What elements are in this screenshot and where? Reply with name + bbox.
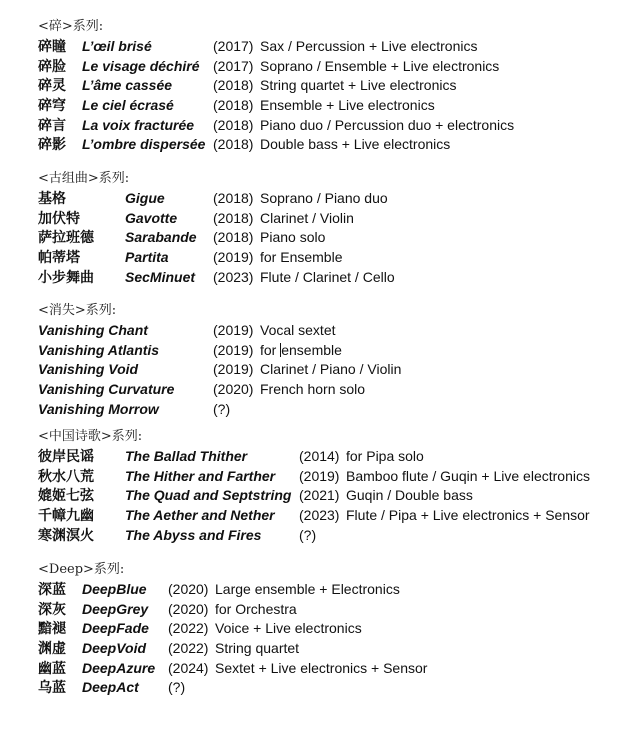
chinese-title: 深蓝 bbox=[38, 581, 66, 597]
work-row bbox=[38, 526, 317, 546]
chinese-title: 碎瞳 bbox=[38, 38, 66, 54]
work-row bbox=[38, 228, 326, 248]
work-row bbox=[38, 135, 451, 155]
work-row bbox=[38, 400, 231, 420]
work-row bbox=[38, 321, 336, 341]
chinese-title: 碎灵 bbox=[38, 77, 66, 94]
work-title: The Quad and Septstring bbox=[125, 487, 292, 504]
work-title: Vanishing Chant bbox=[38, 322, 148, 338]
chinese-title: 渊虚 bbox=[38, 640, 66, 657]
work-title: Sarabande bbox=[125, 229, 197, 246]
series-header: <碎>系列: bbox=[38, 19, 104, 34]
work-instrumentation: Soprano / Piano duo bbox=[260, 190, 388, 206]
work-instrumentation: Piano duo / Percussion duo + electronics bbox=[260, 116, 515, 133]
chinese-title: 彼岸民谣 bbox=[38, 448, 94, 464]
work-title: SecMinuet bbox=[125, 268, 196, 285]
work-year: (2019) bbox=[213, 341, 254, 358]
work-row bbox=[38, 580, 400, 600]
work-year: (2017) bbox=[213, 57, 254, 74]
work-year: (2019) bbox=[213, 361, 254, 378]
work-year: (2024) bbox=[168, 659, 209, 676]
work-instrumentation: Bamboo flute / Guqin + Live electronics bbox=[346, 467, 590, 484]
work-instrumentation bbox=[260, 341, 342, 361]
series-section bbox=[38, 169, 395, 287]
work-instrumentation: for Ensemble bbox=[260, 249, 343, 266]
work-year: (2018) bbox=[213, 136, 254, 153]
work-year: (2022) bbox=[168, 640, 209, 657]
chinese-title: 加伏特 bbox=[38, 209, 80, 226]
work-instrumentation: Vocal sextet bbox=[260, 322, 336, 338]
work-row bbox=[38, 486, 473, 506]
work-title: DeepAzure bbox=[82, 659, 156, 676]
chinese-title: 深灰 bbox=[38, 600, 66, 617]
chinese-title: 乌蓝 bbox=[38, 679, 66, 696]
chinese-title: 秋水八荒 bbox=[38, 467, 94, 484]
chinese-title: 萨拉班德 bbox=[38, 229, 94, 246]
work-instrumentation: Sax / Percussion + Live electronics bbox=[260, 38, 478, 54]
work-title: DeepGrey bbox=[82, 600, 149, 617]
work-year: (2017) bbox=[213, 38, 254, 54]
work-row bbox=[38, 639, 300, 659]
work-row bbox=[38, 248, 343, 268]
work-year: (2018) bbox=[213, 116, 254, 133]
work-row bbox=[38, 57, 500, 77]
work-year: (2014) bbox=[299, 448, 340, 464]
work-year: (2019) bbox=[213, 249, 254, 266]
chinese-title: 千幛九幽 bbox=[38, 507, 94, 524]
work-year: (2020) bbox=[168, 600, 209, 617]
work-title: The Abyss and Fires bbox=[125, 526, 262, 543]
work-instrumentation: Large ensemble + Electronics bbox=[215, 581, 400, 597]
chinese-title: 媲姬七弦 bbox=[38, 487, 94, 504]
chinese-title: 幽蓝 bbox=[38, 659, 66, 676]
work-title: The Hither and Farther bbox=[125, 467, 276, 484]
work-year: (2022) bbox=[168, 620, 209, 637]
chinese-title: 黯褪 bbox=[38, 620, 66, 637]
work-row bbox=[38, 37, 478, 57]
work-title: Le ciel écrasé bbox=[82, 97, 174, 114]
work-instrumentation: Flute / Clarinet / Cello bbox=[260, 268, 395, 285]
work-title: DeepVoid bbox=[82, 640, 147, 657]
work-instrumentation: Clarinet / Violin bbox=[260, 209, 354, 226]
work-year: (2020) bbox=[213, 381, 254, 398]
work-title: Vanishing Morrow bbox=[38, 400, 159, 417]
chinese-title: 寒渊溟火 bbox=[38, 526, 94, 543]
work-row bbox=[38, 447, 424, 467]
work-instrumentation: Piano solo bbox=[260, 229, 326, 246]
chinese-title: 碎穹 bbox=[38, 97, 66, 114]
work-title: DeepBlue bbox=[82, 581, 147, 597]
work-instrumentation: for Pipa solo bbox=[346, 448, 424, 464]
work-instrumentation: Sextet + Live electronics + Sensor bbox=[215, 659, 428, 676]
chinese-title: 帕蒂塔 bbox=[38, 249, 80, 266]
work-row bbox=[38, 96, 435, 116]
desc-part: for bbox=[260, 341, 281, 358]
work-row bbox=[38, 76, 457, 96]
work-instrumentation: Double bass + Live electronics bbox=[260, 136, 451, 153]
work-year: (?) bbox=[299, 526, 317, 543]
work-year: (2020) bbox=[168, 581, 209, 597]
work-title: La voix fracturée bbox=[82, 116, 195, 133]
work-title: Vanishing Void bbox=[38, 361, 139, 378]
work-year: (2018) bbox=[213, 209, 254, 226]
work-year: (2018) bbox=[213, 97, 254, 114]
series-section bbox=[38, 301, 402, 419]
work-instrumentation: for Orchestra bbox=[215, 600, 297, 617]
series-section bbox=[38, 17, 515, 155]
work-row bbox=[38, 209, 354, 229]
work-year: (2018) bbox=[213, 77, 254, 94]
series-section bbox=[38, 427, 590, 545]
work-row bbox=[38, 678, 186, 698]
work-row bbox=[38, 619, 362, 639]
work-year: (2019) bbox=[213, 322, 254, 338]
work-instrumentation: Voice + Live electronics bbox=[215, 620, 362, 637]
work-instrumentation: Ensemble + Live electronics bbox=[260, 97, 435, 114]
work-row bbox=[38, 268, 395, 288]
work-instrumentation: String quartet + Live electronics bbox=[260, 77, 457, 94]
chinese-title: 碎言 bbox=[38, 116, 66, 133]
work-year: (2021) bbox=[299, 487, 340, 504]
work-title: DeepFade bbox=[82, 620, 149, 637]
work-row bbox=[38, 116, 515, 136]
work-year: (2018) bbox=[213, 229, 254, 246]
work-year: (2018) bbox=[213, 190, 254, 206]
series-header: <中国诗歌>系列: bbox=[38, 429, 143, 444]
work-instrumentation: Soprano / Ensemble + Live electronics bbox=[260, 57, 500, 74]
work-year: (2019) bbox=[299, 467, 340, 484]
work-title: Partita bbox=[125, 249, 169, 266]
work-title: Le visage déchiré bbox=[82, 57, 200, 74]
work-year: (?) bbox=[213, 400, 231, 417]
work-title: The Ballad Thither bbox=[125, 448, 248, 464]
chinese-title: 碎脸 bbox=[38, 57, 66, 74]
work-row bbox=[38, 467, 590, 487]
chinese-title: 基格 bbox=[38, 190, 66, 206]
work-instrumentation: French horn solo bbox=[260, 381, 366, 398]
series-header: <Deep>系列: bbox=[38, 562, 125, 577]
work-row bbox=[38, 380, 366, 400]
work-year: (2023) bbox=[213, 268, 254, 285]
work-title: L’œil brisé bbox=[82, 38, 152, 54]
work-title: Vanishing Curvature bbox=[38, 381, 175, 398]
work-title: L’ombre dispersée bbox=[82, 136, 206, 153]
desc-part: ensemble bbox=[281, 341, 342, 358]
work-instrumentation: Clarinet / Piano / Violin bbox=[260, 361, 402, 378]
work-year: (?) bbox=[168, 679, 186, 696]
work-title: DeepAct bbox=[82, 679, 139, 696]
chinese-title: 小步舞曲 bbox=[38, 268, 94, 285]
work-title: The Aether and Nether bbox=[125, 507, 275, 524]
work-instrumentation: Flute / Pipa + Live electronics + Sensor bbox=[346, 507, 590, 524]
work-instrumentation: Guqin / Double bass bbox=[346, 487, 473, 504]
work-row bbox=[38, 341, 342, 361]
series-section bbox=[38, 560, 428, 698]
work-title: Vanishing Atlantis bbox=[38, 341, 160, 358]
work-row bbox=[38, 189, 388, 209]
chinese-title: 碎影 bbox=[38, 136, 66, 153]
work-title: Gigue bbox=[125, 190, 165, 206]
work-row bbox=[38, 360, 402, 380]
series-header: <消失>系列: bbox=[38, 303, 117, 318]
work-title: L’âme cassée bbox=[82, 77, 173, 94]
work-row bbox=[38, 659, 428, 679]
work-row bbox=[38, 506, 590, 526]
work-row bbox=[38, 600, 297, 620]
work-year: (2023) bbox=[299, 507, 340, 524]
work-title: Gavotte bbox=[125, 209, 178, 226]
series-header: <古组曲>系列: bbox=[38, 171, 130, 186]
work-instrumentation: String quartet bbox=[215, 640, 300, 657]
